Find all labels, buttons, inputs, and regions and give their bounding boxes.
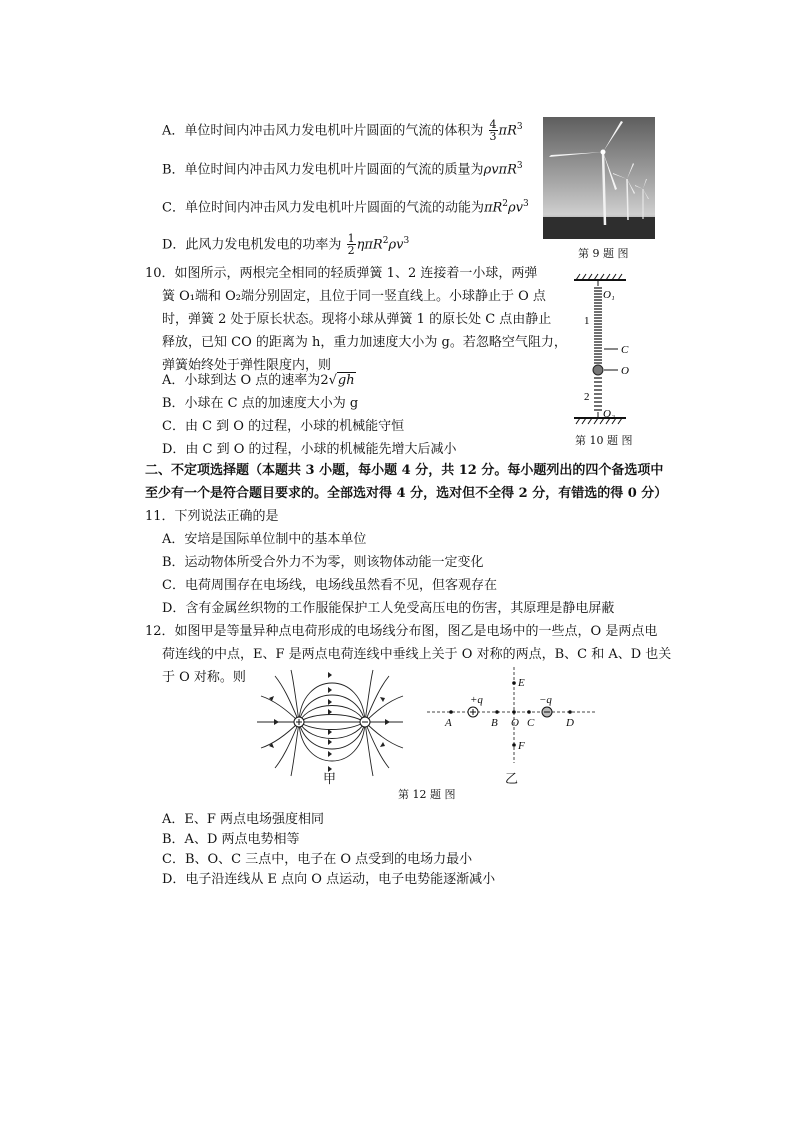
q11-stem: 11．下列说法正确的是 [145, 509, 279, 524]
figure-jia-label: 甲 [323, 772, 337, 787]
q9-option-b[interactable]: B．单位时间内冲击风力发电机叶片圆面的气流的质量为ρvπR$^3$ [162, 161, 523, 178]
q12-option-d[interactable]: D．电子沿连线从 E 点向 O 点运动，电子电势能逐渐减小 [162, 872, 496, 887]
point-d-label: D [566, 717, 574, 729]
label-c: C [621, 344, 629, 356]
q9-option-a[interactable]: A．单位时间内冲击风力发电机叶片圆面的气流的体积为 $\frac{4}{3}$ $\pi R^3$ [162, 118, 523, 144]
q9-option-d[interactable]: D．此风力发电机发电的功率为 $\frac{1}{2}$ $\eta\pi R^2\rho v^3$ [162, 232, 410, 258]
q10-figure-caption: 第 10 题 图 [575, 434, 633, 447]
charge-minus-q-label: −q [539, 694, 552, 706]
q11-option-b[interactable]: B．运动物体所受合外力不为零，则该物体动能一定变化 [162, 555, 484, 570]
label-o1: O₁ [603, 289, 615, 301]
point-o-label: O [511, 717, 519, 729]
field-lines-diagram [255, 668, 405, 780]
q12-option-b[interactable]: B．A、D 两点电势相等 [162, 832, 300, 847]
label-spring-1: 1 [584, 315, 590, 327]
point-diagram [425, 665, 600, 765]
point-c-label: C [527, 717, 535, 729]
q10-stem-line4: 释放，已知 CO 的距离为 h，重力加速度大小为 g。若忽略空气阻力， [162, 335, 567, 350]
q10-stem-line2: 簧 O₁端和 O₂端分别固定，且位于同一竖直线上。小球静止于 O 点 [162, 289, 546, 304]
q9-figure-caption: 第 9 题 图 [578, 247, 629, 260]
spring-diagram [560, 272, 660, 432]
q10-stem-line5: 弹簧始终处于弹性限度内，则 [162, 358, 332, 373]
q10-stem-line1: 10．如图所示，两根完全相同的轻质弹簧 1、2 连接着一小球，两弹 [145, 266, 538, 281]
point-a-label: A [445, 717, 452, 729]
q12-stem-line3: 于 O 对称。则 [162, 670, 246, 685]
figure-yi-label: 乙 [505, 772, 519, 787]
q12-figure-caption: 第 12 题 图 [398, 788, 456, 801]
wind-turbine-photo [543, 117, 655, 239]
point-f-label: F [518, 740, 525, 752]
q11-option-c[interactable]: C．电荷周围存在电场线，电场线虽然看不见，但客观存在 [162, 578, 497, 593]
q10-option-a[interactable]: A．小球到达 O 点的速率为2√gh [162, 373, 355, 388]
point-e-label: E [518, 677, 525, 689]
q11-option-d[interactable]: D．含有金属丝织物的工作服能保护工人免受高压电的伤害，其原理是静电屏蔽 [162, 601, 615, 616]
q11-option-a[interactable]: A．安培是国际单位制中的基本单位 [162, 532, 367, 547]
fraction-1-2: $\frac{1}{2}$ [347, 232, 355, 258]
label-o2: O₂ [603, 408, 615, 420]
fraction-4-3: $\frac{4}{3}$ [489, 118, 497, 144]
label-o: O [621, 365, 629, 377]
q12-option-c[interactable]: C．B、O、C 三点中，电子在 O 点受到的电场力最小 [162, 852, 473, 867]
q12-stem-line2: 荷连线的中点，E、F 是两点电荷连线中垂线上关于 O 对称的两点，B、C 和 A、D 也关 [162, 647, 672, 662]
q12-stem-line1: 12．如图甲是等量异种点电荷形成的电场线分布图，图乙是电场中的一些点，O 是两点电 [145, 624, 658, 639]
q9-option-c[interactable]: C．单位时间内冲击风力发电机叶片圆面的气流的动能为$\pi R^2\rho v^3$ [162, 199, 529, 216]
q10-option-d[interactable]: D．由 C 到 O 的过程，小球的机械能先增大后减小 [162, 442, 457, 457]
q12-option-a[interactable]: A．E、F 两点电场强度相同 [162, 812, 325, 827]
q10-option-b[interactable]: B．小球在 C 点的加速度大小为 g [162, 396, 359, 411]
point-b-label: B [491, 717, 498, 729]
q10-option-c[interactable]: C．由 C 到 O 的过程，小球的机械能守恒 [162, 419, 405, 434]
label-spring-2: 2 [584, 391, 590, 403]
q10-stem-line3: 时，弹簧 2 处于原长状态。现将小球从弹簧 1 的原长处 C 点由静止 [162, 312, 552, 327]
section2-heading-line2: 至少有一个是符合题目要求的。全部选对得 4 分，选对但不全得 2 分，有错选的得 0 分） [145, 486, 668, 501]
section2-heading-line1: 二、不定项选择题（本题共 3 小题，每小题 4 分，共 12 分。每小题列出的四个备选项中 [145, 463, 664, 478]
charge-plus-q-label: +q [470, 694, 483, 706]
